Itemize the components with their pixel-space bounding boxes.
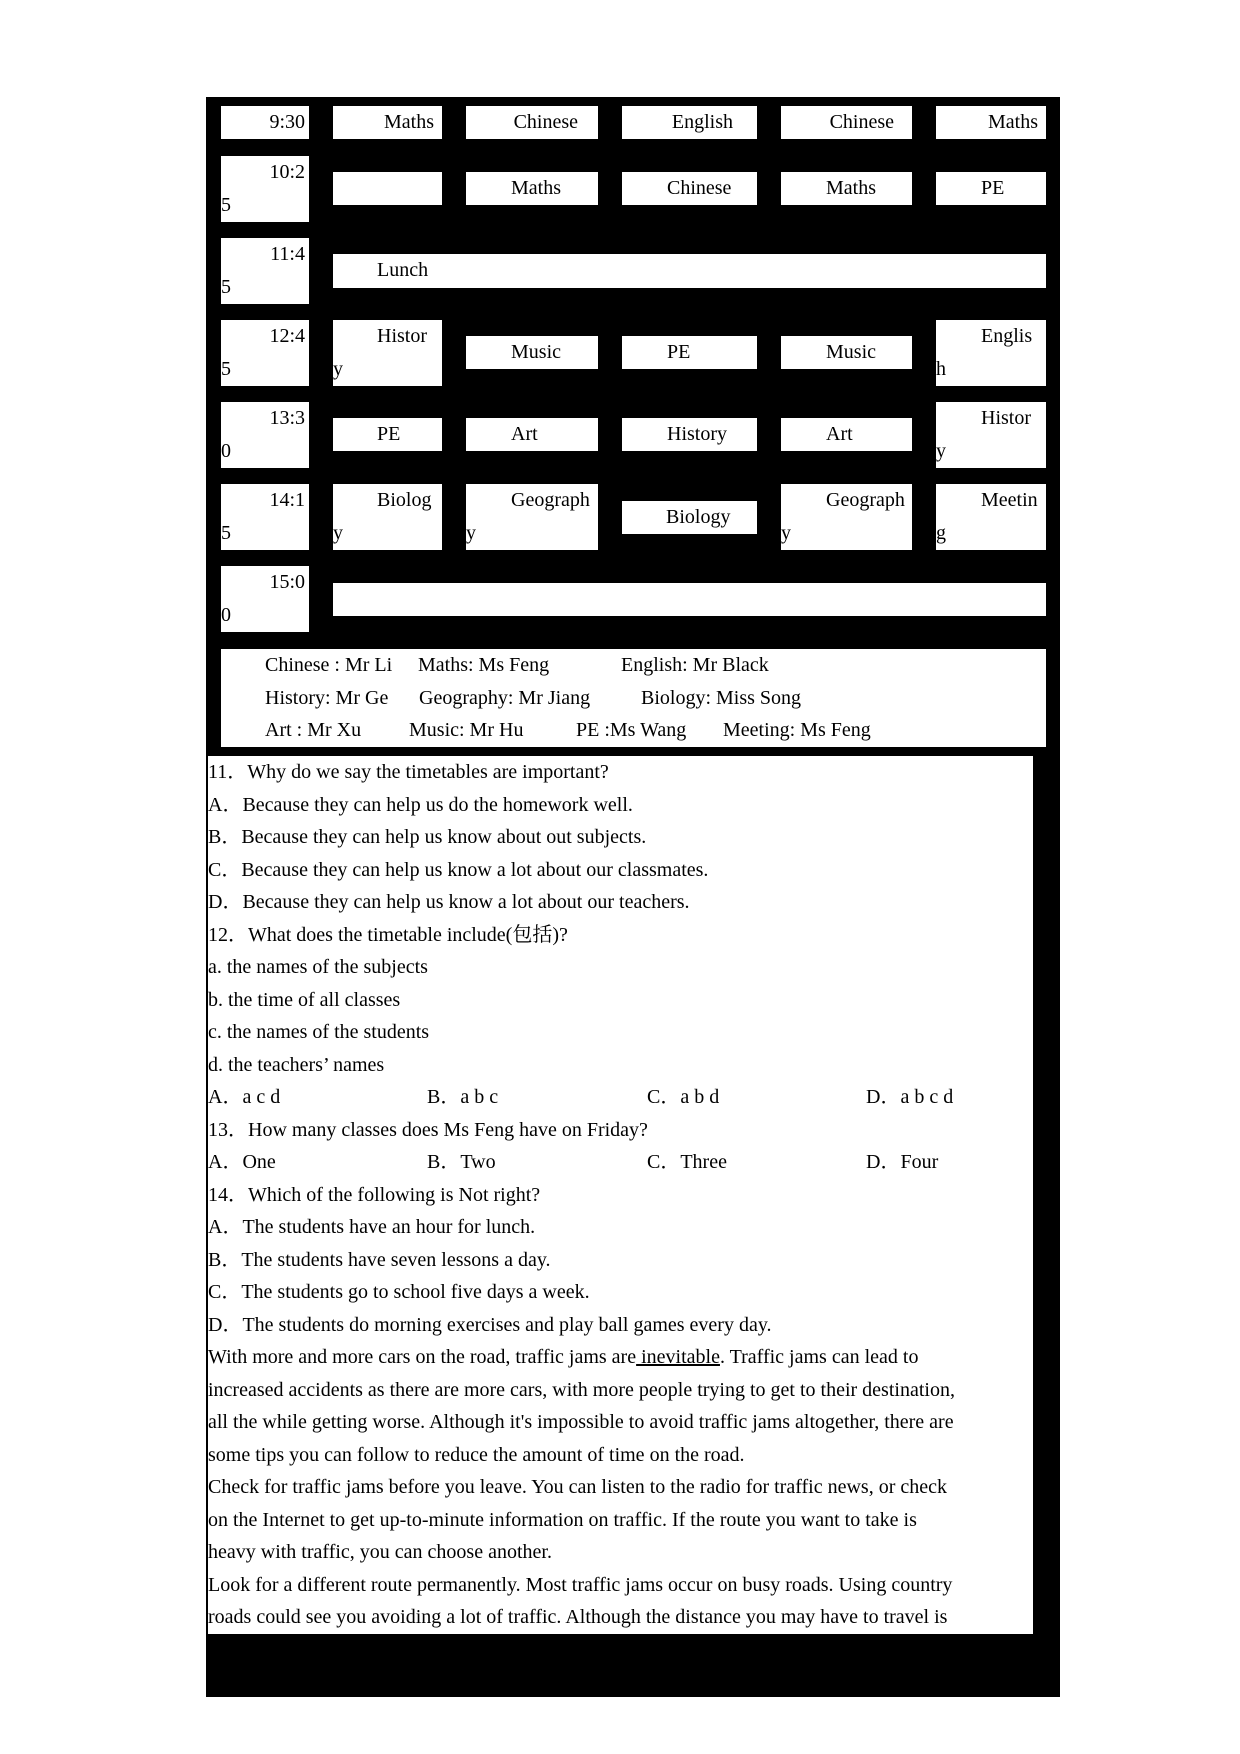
time-cell (221, 156, 309, 222)
subject-label: Art (511, 423, 538, 445)
legend-entry: History: Mr Ge (265, 686, 389, 709)
time-label: 9:30 (269, 111, 305, 133)
subject-cell-thu (781, 484, 912, 550)
lunch-label: Lunch (377, 259, 429, 281)
time-cell (221, 484, 309, 550)
subject-cell-tue (466, 484, 598, 550)
q11-option-b: B．Because they can help us know about out subjects. (208, 826, 647, 848)
q14-option-d: D．The students do morning exercises and play ball games every day. (208, 1313, 772, 1336)
q13-option-a: A．One (208, 1151, 276, 1173)
passage-line: roads could see you avoiding a lot of traffic. Although the distance you may have to travel is (208, 1606, 948, 1628)
subject-label: PE (377, 423, 401, 445)
subject-label: History (667, 423, 727, 445)
q12-item-a: a. the names of the subjects (208, 956, 428, 978)
subject-cell-wed (622, 106, 757, 139)
subject-label-wrap: h (936, 358, 946, 380)
subject-label-wrap: y (333, 358, 343, 380)
question-13-stem: 13．How many classes does Ms Feng have on Friday? (208, 1118, 648, 1141)
legend-entry: Art : Mr Xu (265, 719, 362, 741)
time-label: 12:4 (269, 325, 305, 347)
q12-option-a: A．a c d (208, 1086, 281, 1108)
subject-cell-wed (622, 172, 757, 205)
legend-entry: Music: Mr Hu (409, 719, 524, 741)
time-label-wrap: 0 (221, 604, 231, 626)
subject-label-wrap: y (466, 522, 476, 544)
subject-cell-fri (936, 106, 1046, 139)
subject-label: Meetin (981, 489, 1038, 511)
time-label: 14:1 (269, 489, 305, 511)
q14-option-c: C．The students go to school five days a week. (208, 1281, 590, 1303)
subject-label: Biolog (377, 489, 432, 511)
q12-option-c: C．a b d (647, 1086, 720, 1108)
time-label: 10:2 (269, 161, 305, 183)
passage-line (208, 1341, 1033, 1374)
underlined-word: inevitable (636, 1346, 720, 1368)
subject-cell-thu (781, 336, 912, 369)
q13-option-c: C．Three (647, 1151, 727, 1173)
subject-cell-fri (936, 402, 1046, 468)
subject-label: Englis (981, 325, 1033, 347)
subject-cell-mon (333, 320, 442, 386)
blank-span-cell (333, 583, 1046, 616)
subject-label: Music (511, 341, 561, 363)
passage-line: Look for a different route permanently. Most traffic jams occur on busy roads. Using country (208, 1573, 953, 1596)
subject-label: PE (667, 341, 691, 363)
legend-entry: Biology: Miss Song (641, 686, 802, 709)
subject-label: Geograph (511, 489, 590, 511)
q14-option-a: A．The students have an hour for lunch. (208, 1216, 536, 1238)
subject-label-wrap: y (936, 440, 946, 462)
q13-option-d: D．Four (866, 1151, 939, 1173)
subject-cell-tue (466, 336, 598, 369)
passage-text: With more and more cars on the road, traffic jams are (208, 1346, 637, 1368)
legend-entry: Geography: Mr Jiang (419, 686, 591, 709)
subject-label-wrap: y (781, 522, 791, 544)
time-label: 11:4 (270, 243, 305, 265)
subject-label-wrap: y (333, 522, 343, 544)
lunch-cell (333, 254, 1046, 288)
teacher-legend (221, 649, 1046, 747)
subject-cell-tue (466, 106, 598, 139)
q11-option-a: A．Because they can help us do the homework well. (208, 793, 633, 816)
subject-cell-thu (781, 418, 912, 451)
legend-entry: English: Mr Black (621, 654, 769, 676)
legend-entry: Maths: Ms Feng (418, 654, 550, 676)
subject-label: Geograph (826, 489, 905, 511)
subject-label: Maths (384, 111, 434, 133)
q11-option-c: C．Because they can help us know a lot about our classmates. (208, 858, 709, 881)
subject-cell-mon (333, 418, 442, 451)
time-cell (221, 238, 309, 304)
legend-entry: Chinese : Mr Li (265, 654, 393, 676)
subject-cell-thu (781, 172, 912, 205)
q13-option-b: B．Two (427, 1151, 496, 1173)
q12-item-c: c. the names of the students (208, 1021, 430, 1043)
time-label-wrap: 5 (221, 276, 231, 298)
q12-item-b: b. the time of all classes (208, 988, 401, 1011)
subject-label: English (671, 111, 733, 133)
subject-label: Histor (981, 407, 1031, 429)
time-cell (221, 320, 309, 386)
time-label-wrap: 5 (221, 358, 231, 380)
passage-line: some tips you can follow to reduce the amount of time on the road. (208, 1443, 745, 1466)
subject-label: Chinese (667, 177, 732, 199)
q12-item-d: d. the teachers’ names (208, 1053, 385, 1076)
subject-cell-tue (466, 172, 598, 205)
passage-line: heavy with traffic, you can choose another. (208, 1541, 552, 1563)
time-label-wrap: 5 (221, 522, 231, 544)
q11-option-d: D．Because they can help us know a lot about our teachers. (208, 891, 690, 913)
subject-label-wrap: g (936, 522, 946, 544)
time-label: 13:3 (269, 407, 305, 429)
q12-options (208, 1081, 1033, 1114)
passage-line: on the Internet to get up-to-minute information on traffic. If the route you want to take is (208, 1508, 917, 1531)
subject-label: Biology (666, 506, 731, 528)
subject-cell-mon (333, 172, 442, 205)
time-cell (221, 106, 309, 139)
subject-label: Maths (988, 111, 1038, 133)
q12-option-b: B．a b c (427, 1086, 499, 1108)
subject-label: PE (981, 177, 1005, 199)
legend-entry: PE :Ms Wang (576, 719, 687, 741)
subject-label: Chinese (829, 111, 894, 133)
subject-label: Art (826, 423, 853, 445)
q14-option-b: B．The students have seven lessons a day. (208, 1248, 551, 1271)
time-label-wrap: 0 (221, 440, 231, 462)
subject-cell-fri (936, 484, 1046, 550)
passage-line: Check for traffic jams before you leave. You can listen to the radio for traffic news, or check (208, 1476, 948, 1498)
q12-option-d: D．a b c d (866, 1086, 954, 1108)
subject-label: Histor (377, 325, 427, 347)
subject-cell-mon (333, 106, 442, 139)
time-cell (221, 566, 309, 632)
question-11-stem: 11．Why do we say the timetables are important? (208, 761, 609, 783)
subject-label: Chinese (513, 111, 578, 133)
subject-cell-fri (936, 172, 1046, 205)
passage-line: all the while getting worse. Although it's impossible to avoid traffic jams altogether, there are (208, 1411, 954, 1433)
question-12-stem: 12．What does the timetable include(包括)? (208, 923, 568, 946)
time-label-wrap: 5 (221, 194, 231, 216)
subject-label: Maths (511, 177, 561, 199)
time-cell (221, 402, 309, 468)
passage-text: . Traffic jams can lead to (719, 1346, 919, 1368)
subject-label: Maths (826, 177, 876, 199)
subject-label: Music (826, 341, 876, 363)
subject-cell-wed (622, 336, 757, 369)
question-14-stem: 14．Which of the following is Not right? (208, 1183, 541, 1206)
subject-cell-mon (333, 484, 442, 550)
q13-options (208, 1146, 1033, 1179)
time-label: 15:0 (269, 571, 305, 593)
subject-cell-fri (936, 320, 1046, 386)
subject-cell-tue (466, 418, 598, 451)
subject-cell-wed (622, 501, 757, 534)
questions-area (208, 756, 1033, 1634)
subject-cell-thu (781, 106, 912, 139)
subject-cell-wed (622, 418, 757, 451)
passage-line: increased accidents as there are more cars, with more people trying to get to their destination, (208, 1378, 955, 1401)
legend-entry: Meeting: Ms Feng (723, 719, 871, 741)
